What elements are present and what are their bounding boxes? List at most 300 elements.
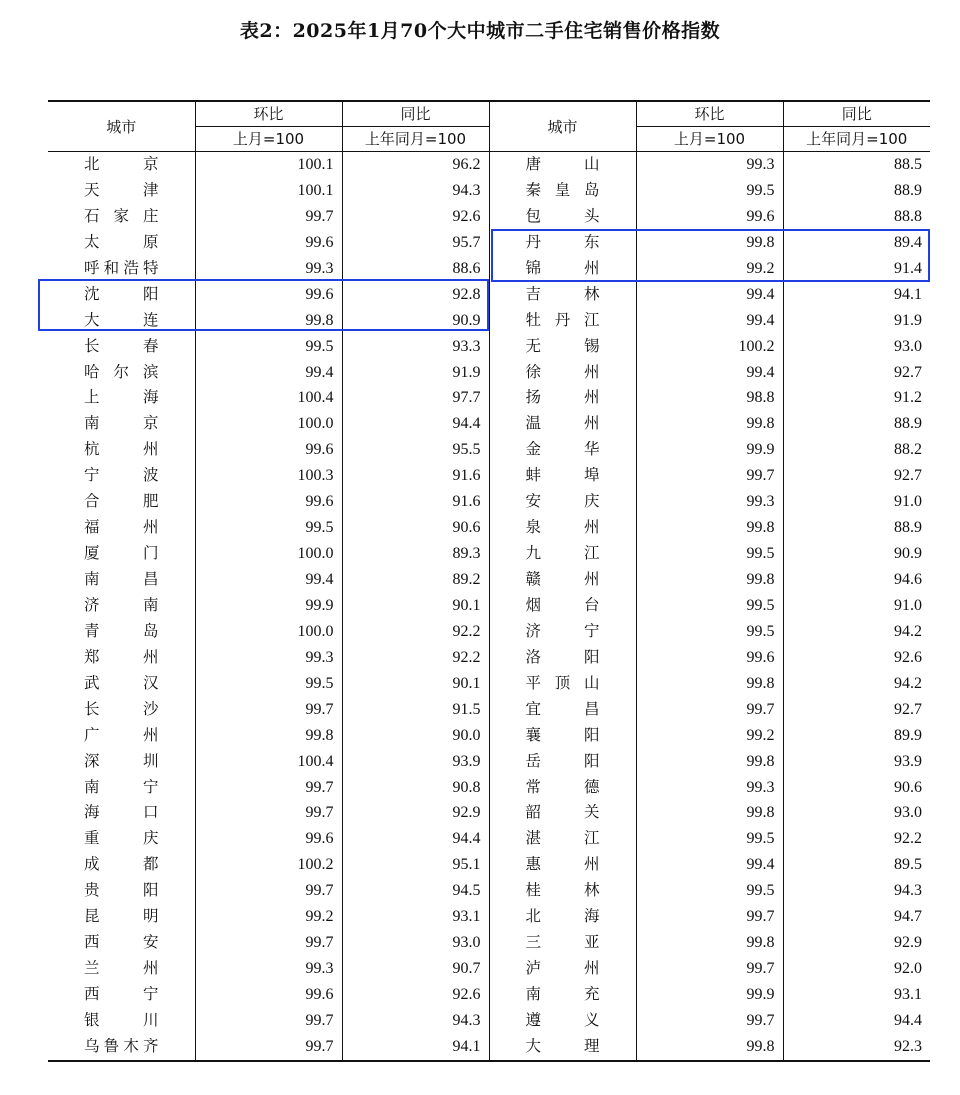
city-right-cell bbox=[489, 671, 636, 697]
city-name: 韶关 bbox=[525, 803, 600, 822]
city-right-cell bbox=[489, 411, 636, 437]
yoy-right-cell: 91.9 bbox=[894, 311, 922, 329]
yoy-right-cell: 88.5 bbox=[894, 156, 922, 173]
city-left-cell bbox=[48, 930, 195, 956]
mom-left-cell: 99.7 bbox=[195, 697, 342, 723]
mom-right-cell: 99.4 bbox=[636, 308, 783, 334]
city-name: 湛江 bbox=[525, 829, 600, 848]
mom-left-cell: 99.6 bbox=[195, 230, 342, 256]
city-name: 温州 bbox=[525, 414, 600, 433]
yoy-right-cell: 91.4 bbox=[894, 259, 922, 277]
yoy-right-cell: 92.2 bbox=[894, 830, 922, 848]
city-name: 金华 bbox=[525, 440, 600, 459]
table-row bbox=[48, 256, 930, 282]
city-right-cell bbox=[489, 982, 636, 1008]
city-right-cell bbox=[489, 437, 636, 463]
mom-right-cell: 99.6 bbox=[636, 204, 783, 230]
mom-right-cell: 99.4 bbox=[636, 282, 783, 308]
city-left-cell bbox=[48, 256, 195, 282]
mom-left-cell: 99.9 bbox=[195, 593, 342, 619]
yoy-right-cell: 89.5 bbox=[894, 856, 922, 874]
yoy-left-cell: 94.5 bbox=[342, 878, 489, 904]
city-name: 洛阳 bbox=[525, 647, 600, 666]
yoy-right-cell: 92.0 bbox=[894, 960, 922, 978]
mom-left-cell: 99.3 bbox=[195, 645, 342, 671]
mom-right-cell: 99.7 bbox=[636, 697, 783, 723]
table-row bbox=[48, 904, 930, 930]
city-name: 宜昌 bbox=[525, 699, 600, 718]
mom-right-cell: 99.8 bbox=[636, 411, 783, 437]
yoy-base-left: 上年同月=100 bbox=[342, 127, 489, 152]
yoy-right-cell: 89.9 bbox=[894, 726, 922, 744]
mom-right-cell: 99.5 bbox=[636, 878, 783, 904]
mom-right-cell: 100.2 bbox=[636, 334, 783, 360]
city-name: 大连 bbox=[84, 310, 159, 329]
city-name: 三亚 bbox=[525, 933, 600, 952]
city-right-cell bbox=[489, 489, 636, 515]
yoy-left-cell: 90.1 bbox=[342, 671, 489, 697]
city-name: 烟台 bbox=[525, 595, 600, 614]
table-row bbox=[48, 593, 930, 619]
mom-left-cell: 99.3 bbox=[195, 956, 342, 982]
mom-right-cell: 99.8 bbox=[636, 930, 783, 956]
city-name: 沈阳 bbox=[84, 284, 159, 303]
yoy-left-cell: 92.2 bbox=[342, 619, 489, 645]
city-right-cell bbox=[489, 904, 636, 930]
table-row bbox=[48, 567, 930, 593]
city-right-cell bbox=[489, 749, 636, 775]
city-right-cell bbox=[489, 878, 636, 904]
mom-right-cell: 99.5 bbox=[636, 826, 783, 852]
city-right-cell bbox=[489, 852, 636, 878]
yoy-left-cell: 94.3 bbox=[342, 178, 489, 204]
city-name: 哈尔滨 bbox=[84, 362, 159, 381]
table-row bbox=[48, 852, 930, 878]
table-title: 表2：2025年1月70个大中城市二手住宅销售价格指数 bbox=[239, 20, 721, 42]
table-row bbox=[48, 204, 930, 230]
yoy-right-cell: 92.9 bbox=[894, 934, 922, 952]
yoy-left-cell: 90.6 bbox=[342, 515, 489, 541]
city-right-cell bbox=[489, 463, 636, 489]
yoy-right-cell: 93.0 bbox=[894, 337, 922, 355]
table-row bbox=[48, 930, 930, 956]
yoy-right-cell: 92.7 bbox=[894, 467, 922, 485]
city-left-cell bbox=[48, 411, 195, 437]
table-row bbox=[48, 152, 930, 178]
city-left-cell bbox=[48, 852, 195, 878]
mom-right-cell: 99.7 bbox=[636, 1008, 783, 1034]
mom-base-left: 上月=100 bbox=[195, 127, 342, 152]
yoy-right-cell: 93.1 bbox=[894, 986, 922, 1003]
yoy-right-cell: 94.2 bbox=[894, 674, 922, 692]
city-left-cell bbox=[48, 878, 195, 904]
city-name: 大理 bbox=[525, 1036, 600, 1055]
city-name: 常德 bbox=[525, 777, 600, 796]
city-right-cell bbox=[489, 593, 636, 619]
mom-left-cell: 100.2 bbox=[195, 852, 342, 878]
table-row bbox=[48, 619, 930, 645]
city-name: 扬州 bbox=[525, 388, 600, 407]
table-row bbox=[48, 749, 930, 775]
city-name: 深圳 bbox=[84, 751, 159, 770]
price-index-table bbox=[48, 100, 930, 1062]
yoy-left-cell: 90.8 bbox=[342, 775, 489, 801]
yoy-left-cell: 94.4 bbox=[342, 411, 489, 437]
yoy-left-cell: 91.9 bbox=[342, 360, 489, 386]
city-left-cell bbox=[48, 671, 195, 697]
mom-left-cell: 99.5 bbox=[195, 671, 342, 697]
mom-right-cell: 99.4 bbox=[636, 360, 783, 386]
mom-header-right: 环比 bbox=[636, 101, 783, 127]
city-name: 无锡 bbox=[525, 336, 600, 355]
city-left-cell bbox=[48, 697, 195, 723]
yoy-left-cell: 94.4 bbox=[342, 826, 489, 852]
table-row bbox=[48, 178, 930, 204]
city-name: 南京 bbox=[84, 414, 159, 433]
yoy-right-cell: 90.6 bbox=[894, 778, 922, 796]
city-name: 宁波 bbox=[84, 466, 159, 485]
table-row bbox=[48, 334, 930, 360]
mom-right-cell: 99.8 bbox=[636, 515, 783, 541]
yoy-right-cell: 93.0 bbox=[894, 804, 922, 822]
city-left-cell bbox=[48, 775, 195, 801]
city-name: 北海 bbox=[525, 907, 600, 926]
yoy-left-cell: 95.5 bbox=[342, 437, 489, 463]
table-row bbox=[48, 360, 930, 386]
mom-left-cell: 100.4 bbox=[195, 385, 342, 411]
city-right-cell bbox=[489, 204, 636, 230]
city-name: 丹东 bbox=[525, 232, 600, 251]
city-name: 兰州 bbox=[84, 959, 159, 978]
yoy-right-cell: 88.9 bbox=[894, 181, 922, 199]
table-row bbox=[48, 541, 930, 567]
city-left-cell bbox=[48, 360, 195, 386]
mom-right-cell: 98.8 bbox=[636, 385, 783, 411]
city-left-cell bbox=[48, 204, 195, 230]
city-name: 牡丹江 bbox=[525, 310, 600, 329]
city-name: 武汉 bbox=[84, 673, 159, 692]
city-name: 蚌埠 bbox=[525, 466, 600, 485]
city-name: 泉州 bbox=[525, 518, 600, 537]
yoy-left-cell: 92.8 bbox=[342, 282, 489, 308]
mom-right-cell: 99.8 bbox=[636, 230, 783, 256]
yoy-right-cell: 89.4 bbox=[894, 233, 922, 251]
city-right-cell bbox=[489, 619, 636, 645]
yoy-left-cell: 91.6 bbox=[342, 489, 489, 515]
mom-left-cell: 99.3 bbox=[195, 256, 342, 282]
mom-left-cell: 99.5 bbox=[195, 334, 342, 360]
table-row bbox=[48, 800, 930, 826]
city-name: 厦门 bbox=[84, 544, 159, 563]
city-right-cell bbox=[489, 152, 636, 178]
yoy-right-cell: 92.3 bbox=[783, 1034, 930, 1061]
city-name: 遵义 bbox=[525, 1010, 600, 1029]
table-row bbox=[48, 775, 930, 801]
city-name: 成都 bbox=[84, 855, 159, 874]
yoy-right-cell: 91.2 bbox=[894, 389, 922, 407]
table-row bbox=[48, 437, 930, 463]
city-name: 上海 bbox=[84, 388, 159, 407]
city-name: 秦皇岛 bbox=[525, 180, 600, 199]
table-row bbox=[48, 723, 930, 749]
table-row bbox=[48, 282, 930, 308]
city-name: 赣州 bbox=[525, 570, 600, 588]
city-right-cell bbox=[489, 1034, 636, 1061]
yoy-left-cell: 93.3 bbox=[342, 334, 489, 360]
city-left-cell bbox=[48, 178, 195, 204]
table-row bbox=[48, 463, 930, 489]
table-row bbox=[48, 385, 930, 411]
yoy-right-cell: 94.4 bbox=[894, 1011, 922, 1029]
city-right-cell bbox=[489, 360, 636, 386]
table-row bbox=[48, 671, 930, 697]
city-right-cell bbox=[489, 230, 636, 256]
yoy-left-cell: 95.7 bbox=[342, 230, 489, 256]
yoy-right-cell: 92.7 bbox=[894, 363, 922, 381]
mom-base-right: 上月=100 bbox=[636, 127, 783, 152]
city-right-cell bbox=[489, 800, 636, 826]
yoy-right-cell: 88.2 bbox=[894, 441, 922, 459]
city-left-cell bbox=[48, 619, 195, 645]
city-name: 北京 bbox=[84, 155, 159, 173]
mom-right-cell: 99.7 bbox=[636, 904, 783, 930]
city-name: 济宁 bbox=[525, 621, 600, 640]
mom-left-cell: 99.7 bbox=[195, 1034, 342, 1061]
table-row bbox=[48, 411, 930, 437]
city-left-cell bbox=[48, 1008, 195, 1034]
mom-right-cell: 99.2 bbox=[636, 256, 783, 282]
city-right-cell bbox=[489, 723, 636, 749]
mom-right-cell: 99.2 bbox=[636, 723, 783, 749]
city-left-cell bbox=[48, 749, 195, 775]
city-name: 九江 bbox=[525, 544, 600, 563]
yoy-left-cell: 96.2 bbox=[342, 152, 489, 178]
yoy-left-cell: 89.3 bbox=[342, 541, 489, 567]
yoy-left-cell: 89.2 bbox=[342, 567, 489, 593]
city-name: 郑州 bbox=[84, 647, 159, 666]
yoy-right-cell: 94.1 bbox=[894, 285, 922, 303]
yoy-right-cell: 88.9 bbox=[894, 519, 922, 537]
city-name: 合肥 bbox=[84, 492, 159, 511]
mom-left-cell: 99.7 bbox=[195, 204, 342, 230]
yoy-left-cell: 92.6 bbox=[342, 204, 489, 230]
yoy-right-cell: 94.2 bbox=[894, 622, 922, 640]
city-header-right: 城市 bbox=[489, 101, 636, 152]
yoy-left-cell: 97.7 bbox=[342, 385, 489, 411]
city-name: 昆明 bbox=[84, 907, 159, 926]
city-left-cell bbox=[48, 230, 195, 256]
city-left-cell bbox=[48, 489, 195, 515]
mom-right-cell: 99.8 bbox=[636, 671, 783, 697]
city-left-cell bbox=[48, 463, 195, 489]
mom-right-cell: 99.5 bbox=[636, 541, 783, 567]
mom-left-cell: 99.6 bbox=[195, 489, 342, 515]
mom-left-cell: 99.8 bbox=[195, 308, 342, 334]
city-left-cell bbox=[48, 1034, 195, 1061]
yoy-left-cell: 92.2 bbox=[342, 645, 489, 671]
city-name: 徐州 bbox=[525, 362, 600, 381]
city-left-cell bbox=[48, 152, 195, 178]
city-right-cell bbox=[489, 541, 636, 567]
table-row bbox=[48, 1034, 930, 1061]
mom-left-cell: 100.0 bbox=[195, 619, 342, 645]
city-name: 福州 bbox=[84, 518, 159, 537]
mom-left-cell: 99.7 bbox=[195, 1008, 342, 1034]
mom-right-cell: 99.3 bbox=[636, 489, 783, 515]
yoy-left-cell: 92.6 bbox=[342, 982, 489, 1008]
mom-header-left: 环比 bbox=[195, 101, 342, 127]
city-name: 西安 bbox=[84, 933, 159, 952]
yoy-header-left: 同比 bbox=[342, 101, 489, 127]
city-name: 太原 bbox=[84, 232, 159, 251]
yoy-left-cell: 88.6 bbox=[342, 256, 489, 282]
mom-left-cell: 99.8 bbox=[195, 723, 342, 749]
city-name: 惠州 bbox=[525, 855, 600, 874]
city-name: 天津 bbox=[84, 180, 159, 199]
city-left-cell bbox=[48, 593, 195, 619]
table-row bbox=[48, 1008, 930, 1034]
mom-left-cell: 99.6 bbox=[195, 982, 342, 1008]
mom-right-cell: 99.6 bbox=[636, 645, 783, 671]
mom-right-cell: 99.3 bbox=[636, 775, 783, 801]
yoy-left-cell: 93.9 bbox=[342, 749, 489, 775]
city-name: 安庆 bbox=[525, 492, 600, 511]
mom-left-cell: 100.1 bbox=[195, 152, 342, 178]
city-header-left: 城市 bbox=[48, 101, 195, 152]
mom-right-cell: 99.9 bbox=[636, 982, 783, 1008]
city-name: 吉林 bbox=[525, 284, 600, 303]
mom-left-cell: 99.7 bbox=[195, 878, 342, 904]
yoy-left-cell: 91.6 bbox=[342, 463, 489, 489]
city-name: 银川 bbox=[84, 1010, 159, 1029]
city-name: 包头 bbox=[525, 206, 600, 225]
yoy-right-cell: 91.0 bbox=[894, 493, 922, 511]
city-left-cell bbox=[48, 334, 195, 360]
city-right-cell bbox=[489, 697, 636, 723]
city-left-cell bbox=[48, 800, 195, 826]
yoy-left-cell: 90.0 bbox=[342, 723, 489, 749]
city-right-cell bbox=[489, 1008, 636, 1034]
mom-left-cell: 100.4 bbox=[195, 749, 342, 775]
table-body bbox=[48, 152, 930, 1061]
yoy-right-cell: 92.6 bbox=[894, 648, 922, 666]
city-right-cell bbox=[489, 256, 636, 282]
city-name: 杭州 bbox=[84, 440, 159, 459]
city-right-cell bbox=[489, 334, 636, 360]
yoy-left-cell: 90.7 bbox=[342, 956, 489, 982]
city-name: 海口 bbox=[84, 803, 159, 822]
mom-left-cell: 99.7 bbox=[195, 930, 342, 956]
city-name: 唐山 bbox=[525, 155, 600, 173]
yoy-left-cell: 92.9 bbox=[342, 800, 489, 826]
city-right-cell bbox=[489, 567, 636, 593]
city-name: 青岛 bbox=[84, 621, 159, 640]
city-left-cell bbox=[48, 385, 195, 411]
city-right-cell bbox=[489, 515, 636, 541]
city-left-cell bbox=[48, 541, 195, 567]
city-right-cell bbox=[489, 282, 636, 308]
city-left-cell bbox=[48, 723, 195, 749]
city-right-cell bbox=[489, 826, 636, 852]
mom-left-cell: 99.4 bbox=[195, 567, 342, 593]
mom-right-cell: 99.5 bbox=[636, 178, 783, 204]
city-name: 重庆 bbox=[84, 829, 159, 848]
table-row bbox=[48, 697, 930, 723]
mom-left-cell: 99.7 bbox=[195, 800, 342, 826]
yoy-right-cell: 93.9 bbox=[894, 752, 922, 770]
yoy-right-cell: 91.0 bbox=[894, 596, 922, 614]
yoy-right-cell: 88.9 bbox=[894, 415, 922, 433]
yoy-right-cell: 94.3 bbox=[894, 882, 922, 900]
table-row bbox=[48, 489, 930, 515]
city-left-cell bbox=[48, 282, 195, 308]
city-name: 平顶山 bbox=[525, 673, 600, 692]
table-row bbox=[48, 308, 930, 334]
mom-left-cell: 99.4 bbox=[195, 360, 342, 386]
city-name: 桂林 bbox=[525, 881, 600, 900]
yoy-right-cell: 90.9 bbox=[894, 545, 922, 563]
mom-right-cell: 99.9 bbox=[636, 437, 783, 463]
yoy-right-cell: 94.6 bbox=[894, 571, 922, 588]
yoy-left-cell: 91.5 bbox=[342, 697, 489, 723]
city-left-cell bbox=[48, 904, 195, 930]
mom-right-cell: 99.8 bbox=[636, 800, 783, 826]
mom-left-cell: 99.6 bbox=[195, 437, 342, 463]
yoy-base-right: 上年同月=100 bbox=[783, 127, 930, 152]
yoy-right-cell: 92.7 bbox=[894, 700, 922, 718]
city-name: 呼和浩特 bbox=[84, 258, 159, 277]
city-name: 济南 bbox=[84, 595, 159, 614]
table-row bbox=[48, 956, 930, 982]
city-right-cell bbox=[489, 930, 636, 956]
mom-left-cell: 100.3 bbox=[195, 463, 342, 489]
city-left-cell bbox=[48, 645, 195, 671]
mom-right-cell: 99.5 bbox=[636, 593, 783, 619]
city-name: 贵阳 bbox=[84, 881, 159, 900]
mom-left-cell: 99.5 bbox=[195, 515, 342, 541]
mom-left-cell: 99.7 bbox=[195, 775, 342, 801]
yoy-left-cell: 90.1 bbox=[342, 593, 489, 619]
city-left-cell bbox=[48, 956, 195, 982]
yoy-left-cell: 94.1 bbox=[342, 1034, 489, 1061]
mom-left-cell: 100.1 bbox=[195, 178, 342, 204]
table-row bbox=[48, 826, 930, 852]
city-right-cell bbox=[489, 775, 636, 801]
city-left-cell bbox=[48, 515, 195, 541]
city-name: 泸州 bbox=[525, 959, 600, 978]
yoy-right-cell: 88.8 bbox=[894, 207, 922, 225]
city-left-cell bbox=[48, 982, 195, 1008]
city-name: 广州 bbox=[84, 725, 159, 744]
city-name: 岳阳 bbox=[525, 751, 600, 770]
city-name: 南宁 bbox=[84, 777, 159, 796]
mom-right-cell: 99.7 bbox=[636, 463, 783, 489]
table-row bbox=[48, 515, 930, 541]
city-right-cell bbox=[489, 178, 636, 204]
yoy-left-cell: 95.1 bbox=[342, 852, 489, 878]
city-name: 西宁 bbox=[84, 985, 159, 1003]
mom-right-cell: 99.8 bbox=[636, 1034, 783, 1061]
yoy-left-cell: 93.0 bbox=[342, 930, 489, 956]
city-name: 长春 bbox=[84, 336, 159, 355]
city-name: 长沙 bbox=[84, 699, 159, 718]
table-row bbox=[48, 230, 930, 256]
yoy-left-cell: 90.9 bbox=[342, 308, 489, 334]
yoy-right-cell: 94.7 bbox=[894, 908, 922, 926]
mom-left-cell: 100.0 bbox=[195, 541, 342, 567]
city-right-cell bbox=[489, 956, 636, 982]
city-left-cell bbox=[48, 308, 195, 334]
